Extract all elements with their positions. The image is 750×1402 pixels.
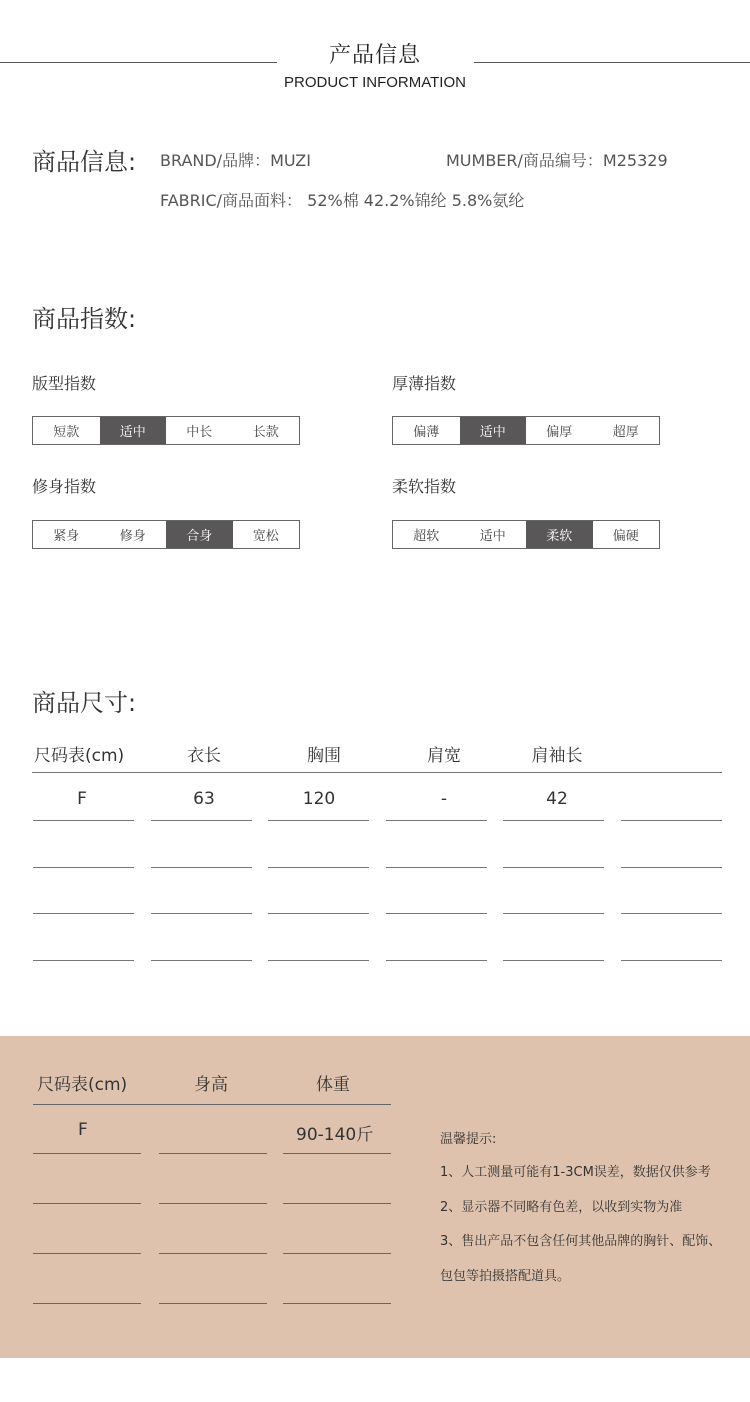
index-option: 偏硬 xyxy=(612,529,639,544)
index-option: 宽松 xyxy=(252,529,279,544)
row-divider xyxy=(33,913,134,914)
index-option: 合身 xyxy=(166,521,233,548)
index-bar-thickness xyxy=(392,416,660,445)
row-divider xyxy=(33,1153,141,1154)
row-divider xyxy=(503,820,604,821)
fit-header-cell: 身高 xyxy=(194,1075,228,1095)
row-divider xyxy=(33,820,134,821)
fit-cell: F xyxy=(78,1120,88,1140)
row-divider xyxy=(386,913,487,914)
product-info-title: 商品信息: xyxy=(32,148,137,176)
row-divider xyxy=(33,1203,141,1204)
tips-title: 温馨提示: xyxy=(440,1132,497,1147)
size-header-cell: 尺码表(cm) xyxy=(34,746,125,766)
index-option: 紧身 xyxy=(53,529,80,544)
size-header-cell: 肩宽 xyxy=(427,746,461,766)
row-divider xyxy=(268,960,369,961)
tip-line: 2、显示器不同略有色差，以收到实物为准 xyxy=(440,1200,683,1215)
tip-line: 1、人工测量可能有1-3CM误差，数据仅供参考 xyxy=(440,1165,711,1180)
size-cell: 63 xyxy=(193,789,215,809)
row-divider xyxy=(621,913,722,914)
index-option: 柔软 xyxy=(526,521,593,548)
row-divider xyxy=(151,960,252,961)
fit-cell: 90-140斤 xyxy=(296,1125,374,1145)
row-divider xyxy=(503,913,604,914)
size-section-title: 商品尺寸: xyxy=(32,689,137,717)
size-header-cell: 胸围 xyxy=(307,746,341,766)
size-cell: 42 xyxy=(546,789,568,809)
tip-line: 3、售出产品不包含任何其他品牌的胸针、配饰、 xyxy=(440,1234,722,1249)
index-option: 长款 xyxy=(252,425,279,440)
row-divider xyxy=(268,867,369,868)
index-option: 中长 xyxy=(186,425,213,440)
product-index-title: 商品指数: xyxy=(32,305,137,333)
row-divider xyxy=(621,867,722,868)
index-label-softness: 柔软指数 xyxy=(392,477,457,496)
row-divider xyxy=(268,913,369,914)
row-divider xyxy=(151,820,252,821)
index-option: 短款 xyxy=(53,425,80,440)
row-divider xyxy=(33,1253,141,1254)
index-label-fit: 版型指数 xyxy=(32,374,97,393)
fabric-text: FABRIC/商品面料： 52%棉 42.2%锦纶 5.8%氨纶 xyxy=(160,191,525,210)
index-option: 超厚 xyxy=(612,425,639,440)
size-header-cell: 肩袖长 xyxy=(531,746,583,766)
row-divider xyxy=(283,1303,391,1304)
index-option: 修身 xyxy=(119,529,146,544)
index-label-slim: 修身指数 xyxy=(32,477,97,496)
page-subtitle: PRODUCT INFORMATION xyxy=(284,74,466,91)
size-table xyxy=(32,733,722,973)
row-divider xyxy=(159,1153,267,1154)
index-option: 适中 xyxy=(100,417,167,444)
row-divider xyxy=(33,867,134,868)
row-divider xyxy=(151,867,252,868)
row-divider xyxy=(386,820,487,821)
page-title: 产品信息 xyxy=(328,43,421,68)
row-divider xyxy=(503,867,604,868)
row-divider xyxy=(503,960,604,961)
row-divider xyxy=(621,820,722,821)
size-cell: 120 xyxy=(302,789,336,809)
row-divider xyxy=(159,1303,267,1304)
brand-text: BRAND/品牌：MUZI xyxy=(160,151,311,170)
fit-header-cell: 体重 xyxy=(316,1075,350,1095)
size-table-header xyxy=(32,733,722,773)
index-bar-fit xyxy=(32,416,300,445)
size-cell: F xyxy=(77,789,87,809)
row-divider xyxy=(283,1203,391,1204)
index-option: 超软 xyxy=(413,529,440,544)
fit-header-cell: 尺码表(cm) xyxy=(37,1075,128,1095)
row-divider xyxy=(33,1303,141,1304)
tip-line: 包包等拍摄搭配道具。 xyxy=(440,1269,571,1284)
row-divider xyxy=(621,960,722,961)
index-option: 偏厚 xyxy=(546,425,573,440)
row-divider xyxy=(283,1153,391,1154)
row-divider xyxy=(386,960,487,961)
row-divider xyxy=(159,1203,267,1204)
product-number-text: MUMBER/商品编号：M25329 xyxy=(446,151,668,170)
index-bar-softness xyxy=(392,520,660,549)
size-cell: - xyxy=(440,789,448,809)
index-label-thickness: 厚薄指数 xyxy=(392,374,457,393)
fit-header-divider xyxy=(33,1104,391,1105)
row-divider xyxy=(151,913,252,914)
row-divider xyxy=(268,820,369,821)
index-option: 适中 xyxy=(479,529,506,544)
index-option: 偏薄 xyxy=(413,425,440,440)
row-divider xyxy=(159,1253,267,1254)
row-divider xyxy=(386,867,487,868)
size-header-cell: 衣长 xyxy=(187,746,221,766)
index-bar-slim xyxy=(32,520,300,549)
index-option: 适中 xyxy=(460,417,527,444)
row-divider xyxy=(283,1253,391,1254)
row-divider xyxy=(33,960,134,961)
